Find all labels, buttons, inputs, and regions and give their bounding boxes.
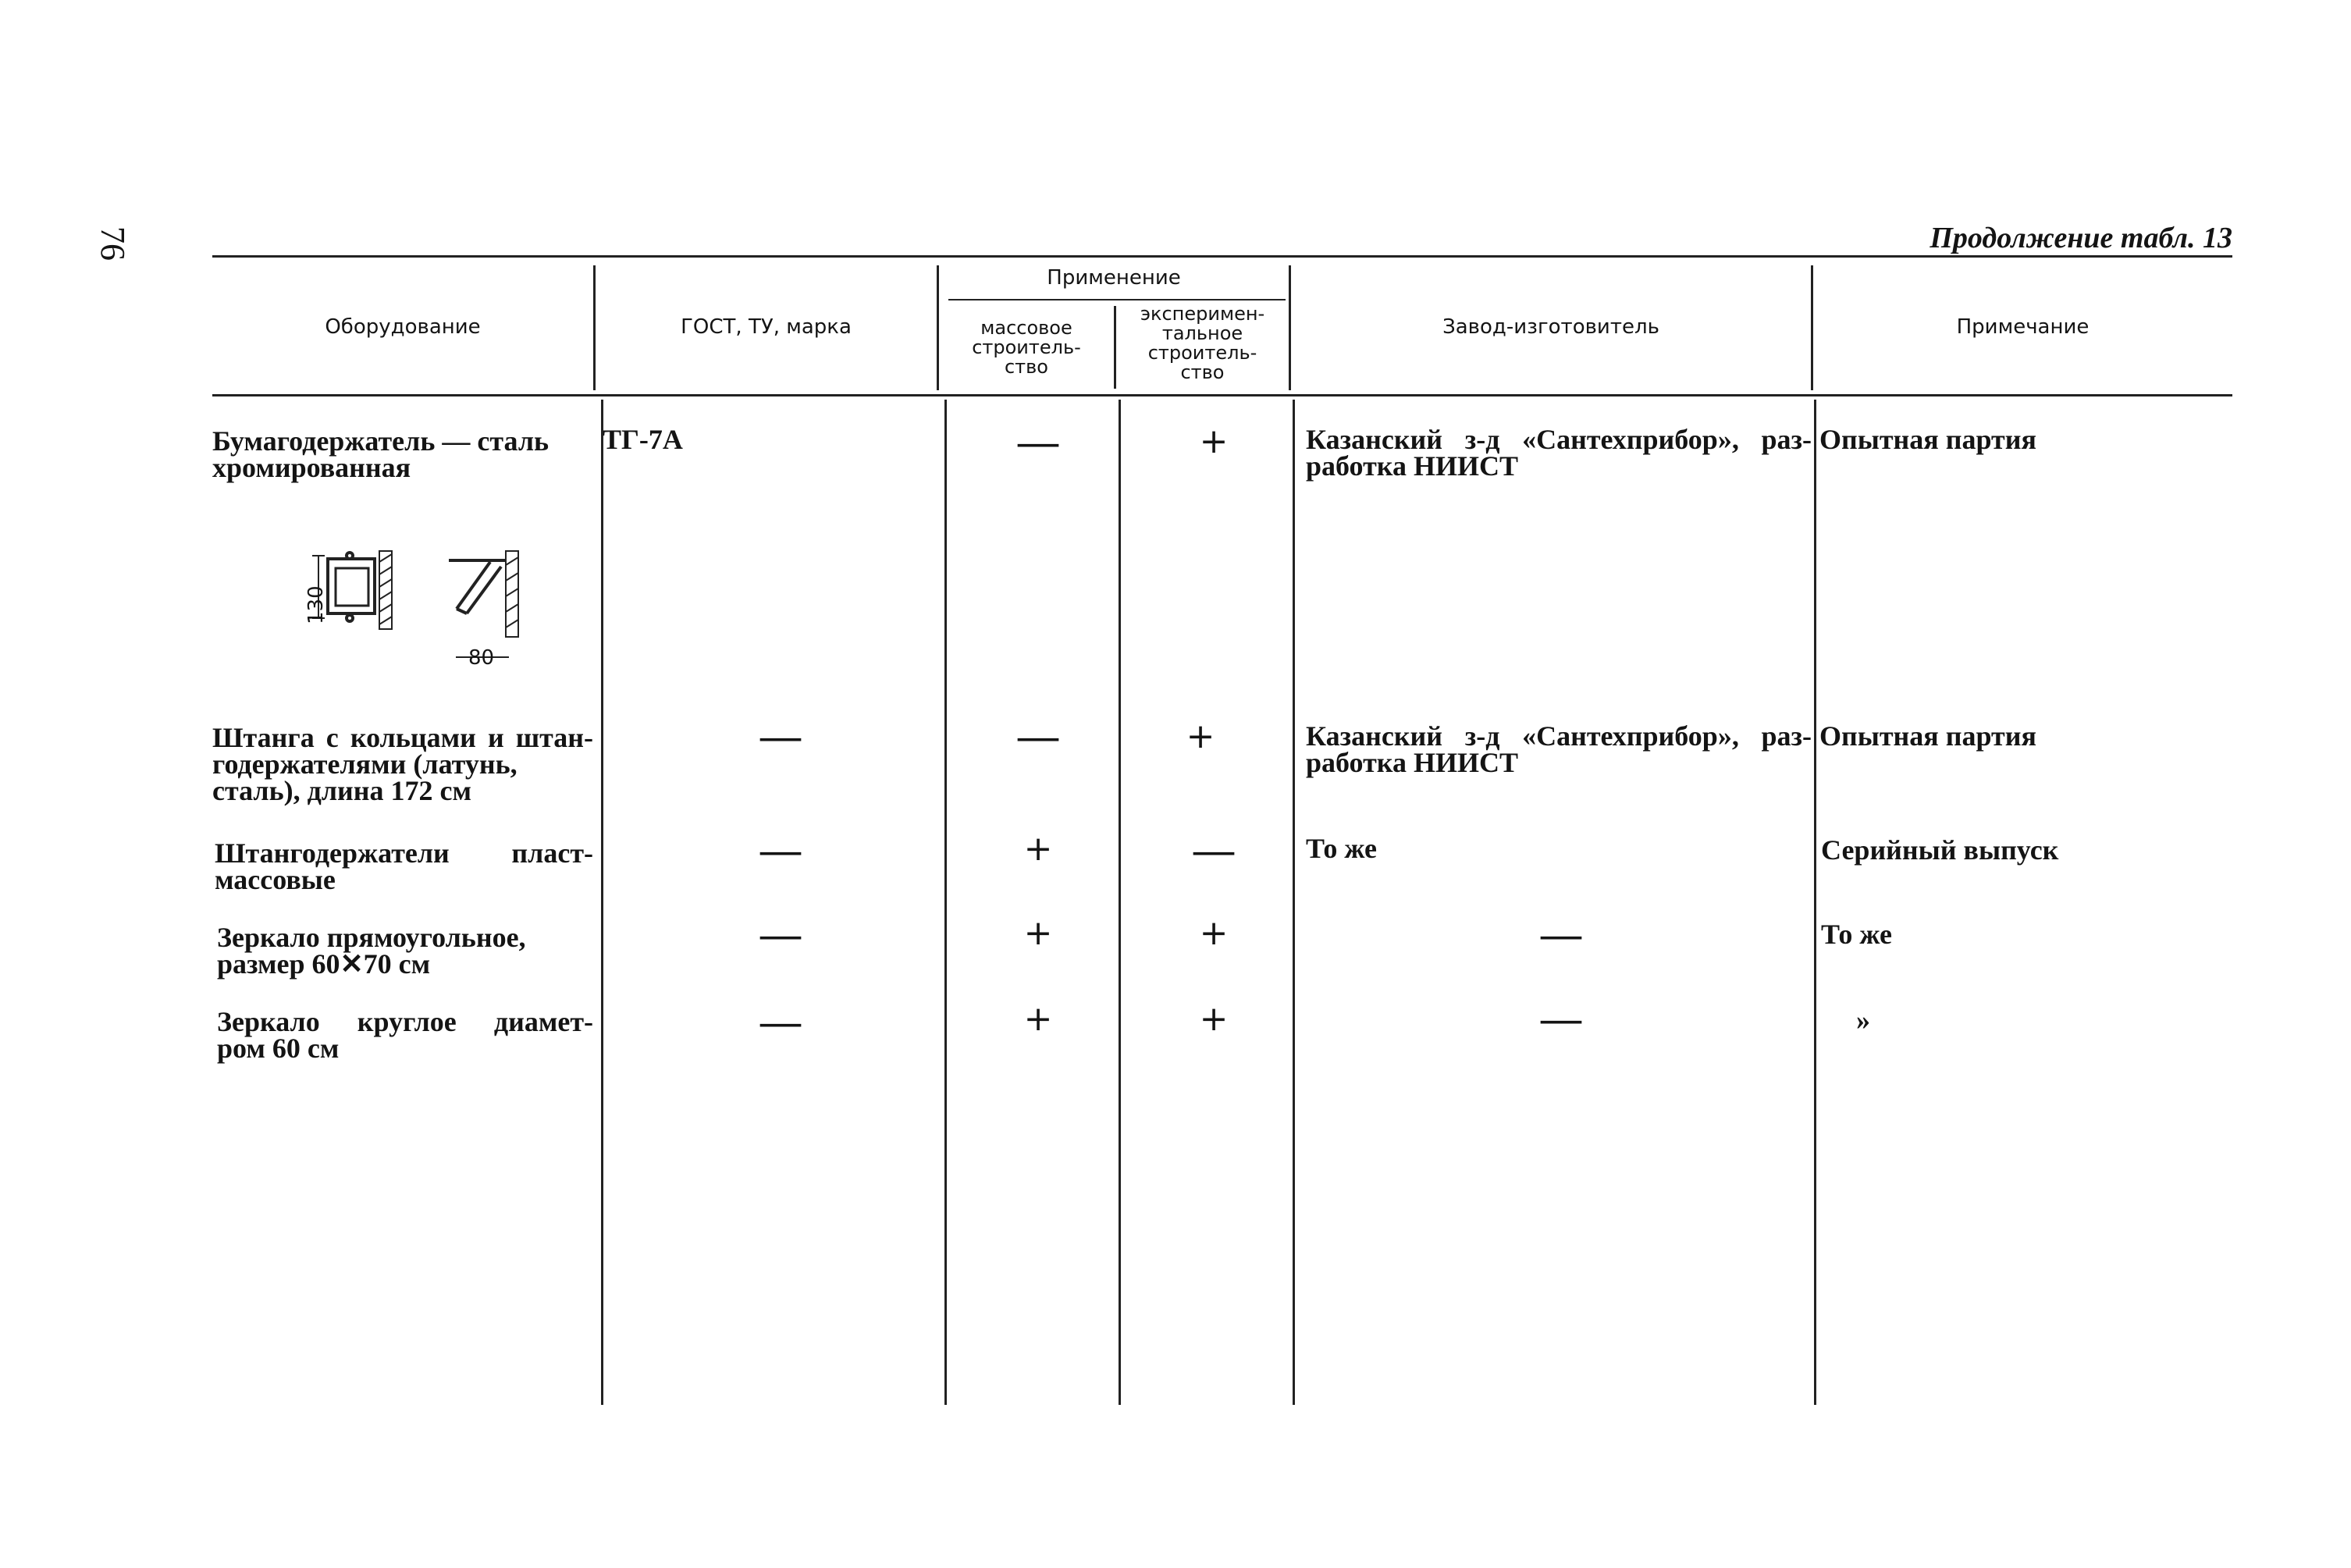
header-equipment: Оборудование: [325, 315, 481, 339]
hatch-line: [506, 620, 518, 628]
row2-standard: —: [760, 714, 801, 759]
dimension-label-width: 80: [468, 646, 495, 670]
row5-experimental: +: [1199, 999, 1229, 1039]
row2-equipment-line: годержателями (латунь,: [212, 748, 518, 780]
row1-manufacturer-line: работка НИИСТ: [1306, 450, 1518, 482]
hatch-line: [379, 567, 392, 574]
header-experimental-construction: [1116, 304, 1289, 382]
hatch-line: [506, 557, 518, 565]
row3-note: Серийный выпуск: [1821, 834, 2059, 866]
row4-experimental: +: [1199, 913, 1229, 953]
hatch-line: [379, 554, 392, 562]
column-divider: [1293, 400, 1295, 1405]
row1-equipment: [212, 425, 556, 483]
header-standard: ГОСТ, ТУ, марка: [681, 315, 852, 339]
row3-manufacturer: То же: [1306, 833, 1378, 864]
row4-equipment: [217, 922, 593, 980]
hatch-line: [379, 617, 392, 624]
row4-manufacturer: —: [1541, 912, 1581, 957]
holder-front-inner: [336, 568, 368, 606]
row4-note: То же: [1821, 919, 1893, 950]
row1-equipment-line: хромированная: [212, 452, 411, 483]
table-top-rule: [212, 255, 2232, 258]
hatch-line: [379, 579, 392, 587]
row5-mass: +: [1023, 999, 1053, 1039]
column-divider: [944, 400, 947, 1405]
header-experimental-line: эксперимен-: [1140, 303, 1265, 325]
row3-equipment: [215, 837, 593, 895]
application-sub-rule: [948, 299, 1286, 300]
header-experimental-line: тальное: [1161, 322, 1243, 344]
column-divider: [1814, 400, 1816, 1405]
paper-holder-drawing: [297, 546, 554, 679]
row2-equipment: [212, 724, 593, 804]
row2-manufacturer: [1306, 720, 1812, 778]
side-bracket-end: [457, 609, 467, 613]
row5-equipment: [217, 1006, 593, 1064]
row4-equipment-line: размер 60✕70 см: [217, 948, 431, 980]
header-note: Примечание: [1956, 315, 2090, 339]
row2-experimental: +: [1186, 716, 1215, 756]
hatch-line: [379, 592, 392, 599]
row5-note: »: [1856, 1004, 1870, 1036]
row2-manufacturer-line: работка НИИСТ: [1306, 747, 1518, 778]
row1-manufacturer: [1306, 424, 1812, 482]
header-mass-construction: [939, 318, 1114, 377]
row3-equipment-line: массовые: [215, 864, 336, 895]
hatch-line: [506, 604, 518, 612]
row1-note: Опытная партия: [1819, 424, 2036, 455]
row4-mass: +: [1023, 913, 1053, 953]
hatch-line: [379, 604, 392, 612]
header-mass-line: строитель-: [972, 336, 1081, 358]
row1-experimental: +: [1199, 421, 1229, 461]
row5-equipment-line: ром 60 см: [217, 1033, 340, 1064]
row3-standard: —: [760, 828, 801, 873]
row1-equipment-line: Бумагодержатель — сталь: [212, 425, 550, 457]
holder-screw: [347, 615, 353, 621]
hatch-line: [506, 573, 518, 581]
row5-standard: —: [760, 1000, 801, 1044]
row3-mass: +: [1023, 829, 1053, 869]
row3-equipment-line: Штангодержатели пласт-: [215, 837, 593, 869]
column-divider: [601, 400, 603, 1405]
header-mass-line: массовое: [980, 317, 1072, 339]
header-experimental-line: ство: [1180, 361, 1225, 383]
row2-note: Опытная партия: [1819, 720, 2036, 752]
side-bracket-arm: [457, 562, 490, 609]
header-bottom-rule: [212, 394, 2232, 396]
row2-equipment-line: сталь), длина 172 см: [212, 775, 472, 806]
header-application: Применение: [1047, 266, 1181, 290]
row5-manufacturer: —: [1541, 997, 1581, 1041]
row4-standard: —: [760, 912, 801, 957]
page-number: 76: [94, 226, 132, 261]
row5-equipment-line: Зеркало круглое диамет-: [217, 1006, 593, 1037]
header-mass-line: ство: [1004, 356, 1048, 378]
dimension-label-height: 130: [304, 585, 328, 624]
holder-screw: [347, 553, 353, 559]
row2-manufacturer-line: Казанский з-д «Сантехприбор», раз-: [1306, 720, 1812, 752]
row1-manufacturer-line: Казанский з-д «Сантехприбор», раз-: [1306, 424, 1812, 455]
column-divider: [1119, 400, 1121, 1405]
table-continuation-caption: Продолжение табл. 13: [1930, 222, 2232, 254]
row1-mass: —: [1018, 420, 1058, 464]
row1-standard: ТГ-7А: [603, 424, 683, 455]
header-experimental-line: строитель-: [1147, 342, 1257, 364]
header-manufacturer: Завод-изготовитель: [1442, 315, 1659, 339]
row4-equipment-line: Зеркало прямоугольное,: [217, 922, 526, 953]
hatch-line: [506, 588, 518, 596]
row3-experimental: —: [1193, 828, 1234, 873]
row2-mass: —: [1018, 714, 1058, 759]
row2-equipment-line: Штанга с кольцами и штан-: [212, 722, 593, 753]
